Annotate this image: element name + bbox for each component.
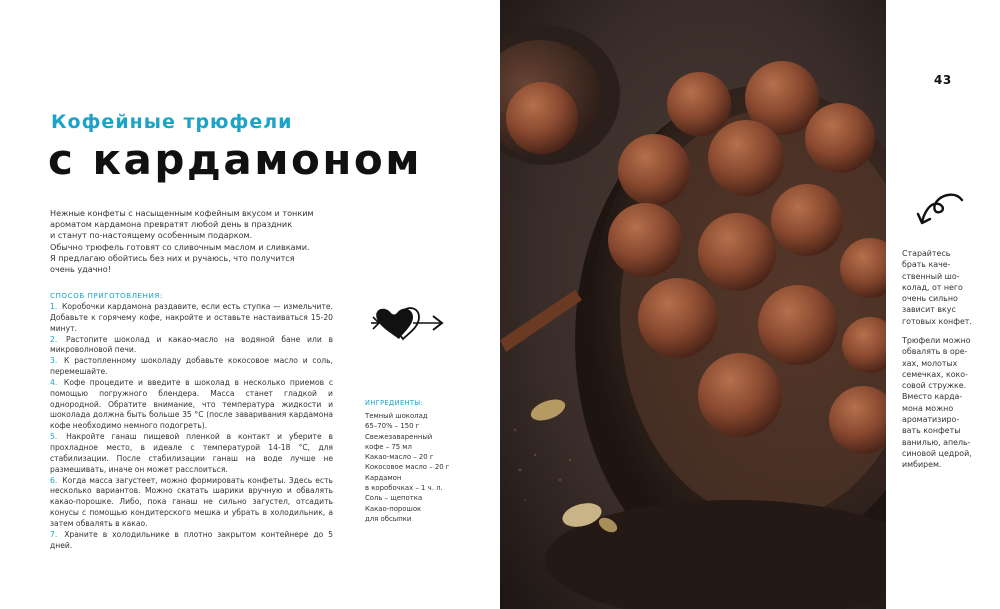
ingredient: Какао-масло – 20 г	[365, 453, 434, 462]
step	[50, 356, 333, 378]
step-text: Коробочки кардамона раздавите, если есть ступка — измельчите. Добавьте к горячему кофе, накройте и оставьте настаиваться 15-20 минут.	[50, 302, 333, 333]
step	[50, 432, 333, 475]
heart-arrow-icon	[371, 303, 447, 345]
recipe-title-large: с кардамоном	[48, 135, 423, 184]
step	[50, 378, 333, 432]
step-number: 2.	[50, 334, 58, 344]
ingredient: Темный шоколад 65–70% – 150 г	[365, 412, 428, 431]
curl-arrow-icon	[916, 190, 966, 230]
step-number: 6.	[50, 475, 58, 485]
ingredient: Кокосовое масло – 20 г	[365, 463, 450, 472]
ingredients-heading: ИНГРЕДИЕНТЫ:	[365, 399, 424, 407]
step-text: К растопленному шоколаду добавьте кокосовое масло и соль, перемешайте.	[50, 356, 333, 377]
step-number: 4.	[50, 377, 58, 387]
ingredient: Соль – щепотка	[365, 494, 423, 503]
step	[50, 335, 333, 357]
ingredient: Какао-порошок для обсыпки	[365, 504, 422, 523]
method-steps	[50, 302, 333, 551]
step-number: 5.	[50, 432, 58, 442]
method-heading: СПОСОБ ПРИГОТОВЛЕНИЯ:	[50, 291, 163, 300]
step-text: Храните в холодильнике в плотно закрытом контейнере до 5 дней.	[50, 529, 333, 550]
step	[50, 476, 333, 530]
step-number: 7.	[50, 529, 58, 539]
ingredient: Свежезаваренный кофе – 75 мл	[365, 432, 433, 451]
side-note-variations: Трюфели можно обвалять в оре- хах, молотых семечках, коко- совой стружке. Вместо карда- мона можно ароматизиро- вать конфеты ванилью, апель- синовой цедрой, имбирем.	[902, 336, 972, 470]
side-note-quality: Старайтесь брать каче- ственный шо- колад, от него очень сильно зависит вкус готовых конфет.	[902, 249, 972, 326]
step-number: 1.	[50, 302, 58, 311]
step	[50, 530, 333, 552]
truffles-photo	[500, 0, 886, 609]
step-text: Кофе процедите и введите в шоколад в несколько приемов с помощью погружного блендера. Масса станет гладкой и однородной. Обратите внимание, что температура жидкости и шоколада должна быть больше 35 °C (после заваривания кардамона кофе необходимо немного подогреть).	[50, 377, 333, 431]
step-text: Накройте ганаш пищевой пленкой в контакт и уберите в прохладное место, в идеале с температурой 14-18 °C, для стабилизации. После стабилизации ганаш на воде лучше не размешивать, иначе он может расслоиться.	[50, 432, 333, 474]
step-text: Растопите шоколад и какао-масло на водяной бане или в микроволновой печи.	[50, 334, 333, 355]
step-number: 3.	[50, 356, 58, 366]
recipe-title-small: Кофейные трюфели	[51, 111, 293, 133]
ingredients-list	[365, 411, 475, 524]
step-text: Когда масса загустеет, можно формировать конфеты. Здесь есть несколько вариантов. Можно скатать шарики вручную и обвалять какао-порошке. Либо, пока ганаш не сильно загустел, отсадить конусы с помощью кондитерского мешка и убрать в холодильник, а затем обвалять в какао.	[50, 475, 333, 528]
step	[50, 302, 333, 335]
recipe-intro: Нежные конфеты с насыщенным кофейным вкусом и тонким ароматом кардамона превратят любой день в праздник и станут по-настоящему особенным подарком. Обычно трюфель готовят со сливочным маслом и сливками. Я предлагаю обойтись без них и ручаюсь, что получится очень удачно!	[50, 208, 314, 275]
page-number: 43	[934, 73, 952, 87]
ingredient: Кардамон в коробочках – 1 ч. л.	[365, 473, 443, 493]
